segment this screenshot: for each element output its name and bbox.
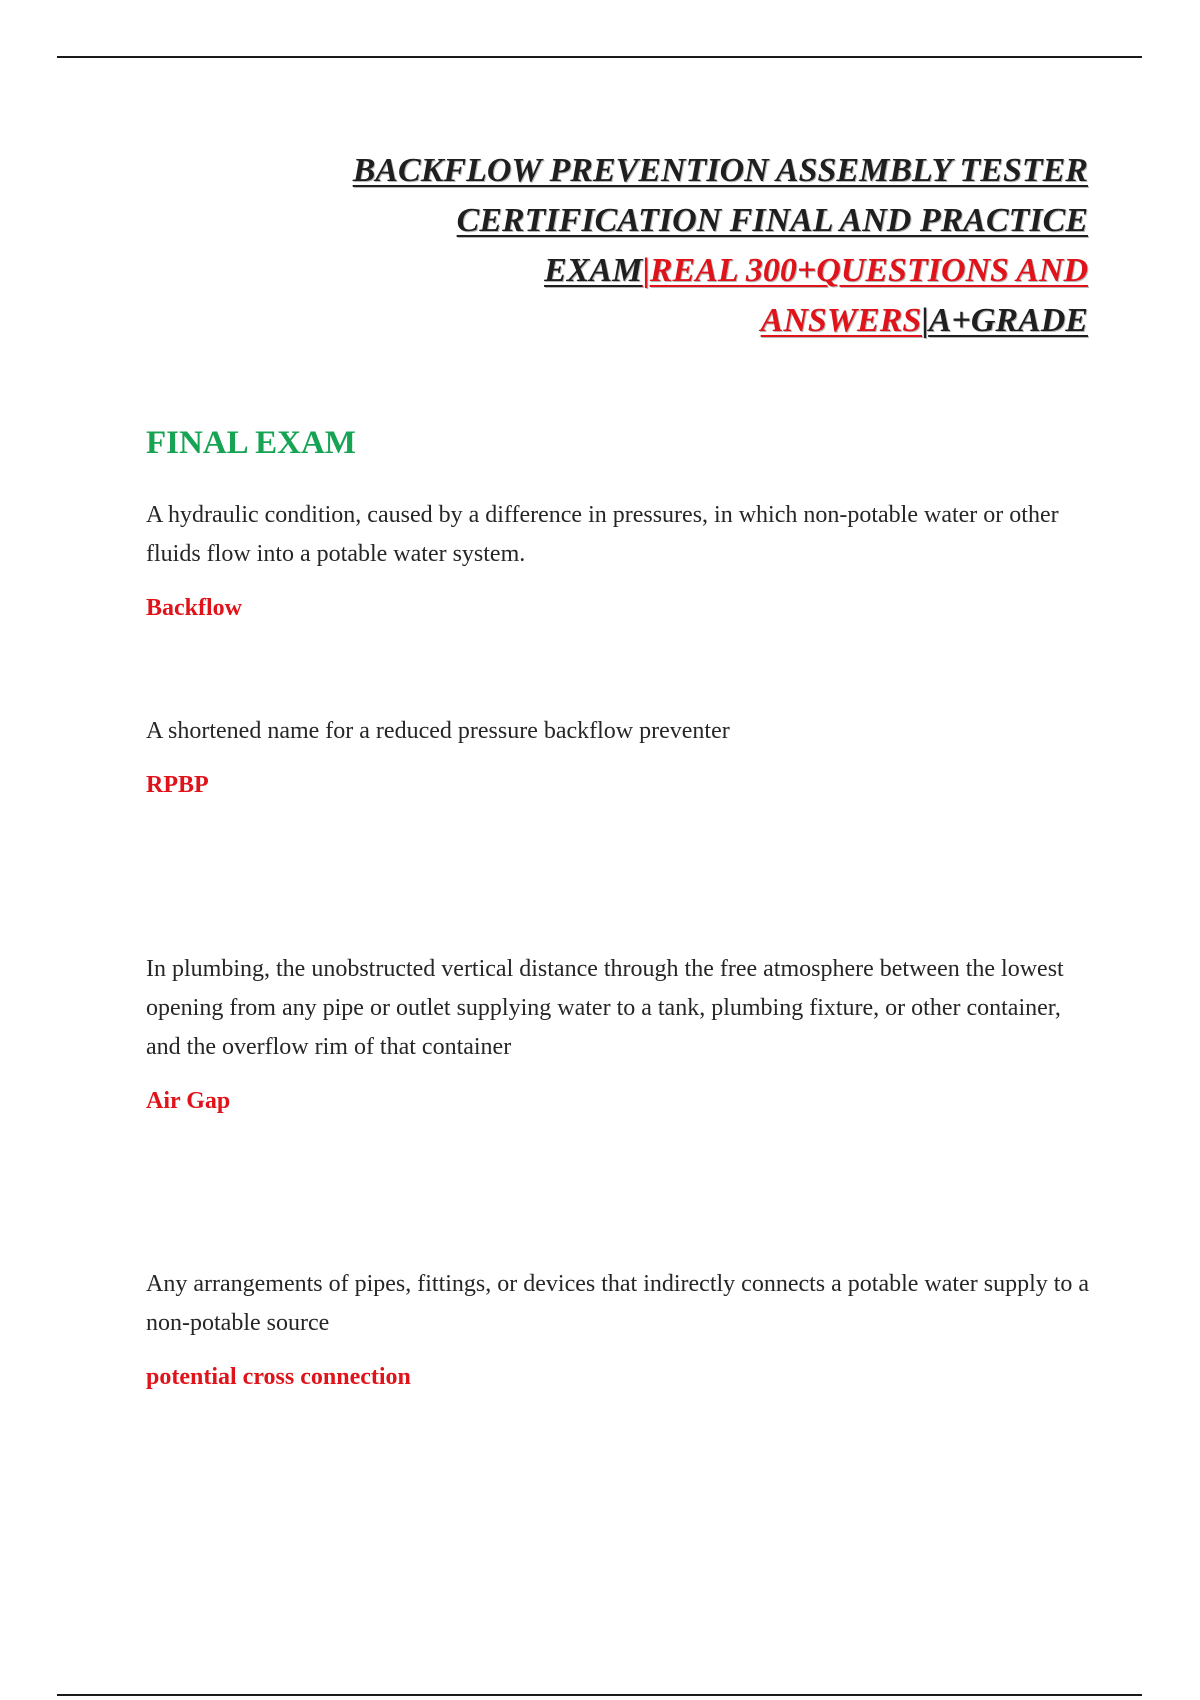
title-separator-2: | [921, 302, 929, 339]
qa-item [146, 496, 1096, 626]
title-line-2: CERTIFICATION FINAL AND PRACTICE [456, 202, 1088, 239]
question-text: A shortened name for a reduced pressure backflow preventer [146, 718, 730, 744]
qa-item [146, 1265, 1096, 1395]
document-title [188, 146, 1088, 346]
title-line-3-exam: EXAM [544, 252, 643, 289]
section-heading-final-exam: FINAL EXAM [146, 425, 356, 461]
bottom-rule [57, 1694, 1142, 1696]
answer-text: Backflow [146, 595, 242, 621]
answer-text: RPBP [146, 772, 209, 798]
answer-text: potential cross connection [146, 1364, 411, 1390]
qa-item [146, 950, 1096, 1119]
title-line-1: BACKFLOW PREVENTION ASSEMBLY TESTER [352, 152, 1088, 189]
top-rule [57, 56, 1142, 58]
title-line-4-grade: A+GRADE [928, 302, 1088, 339]
question-text: In plumbing, the unobstructed vertical distance through the free atmosphere between the lowest opening from any pipe or outlet supplying water to a tank, plumbing fixture, or other container, and the overflow rim of that container [146, 956, 1064, 1060]
qa-item [146, 712, 1096, 803]
title-line-4-answers: ANSWERS [760, 302, 922, 339]
question-text: A hydraulic condition, caused by a difference in pressures, in which non-potable water or other fluids flow into a potable water system. [146, 502, 1059, 567]
title-separator-1: | [642, 252, 650, 289]
title-line-3-real-questions: REAL 300+QUESTIONS AND [649, 252, 1088, 289]
answer-text: Air Gap [146, 1088, 231, 1114]
question-text: Any arrangements of pipes, fittings, or devices that indirectly connects a potable water supply to a non-potable source [146, 1271, 1090, 1336]
